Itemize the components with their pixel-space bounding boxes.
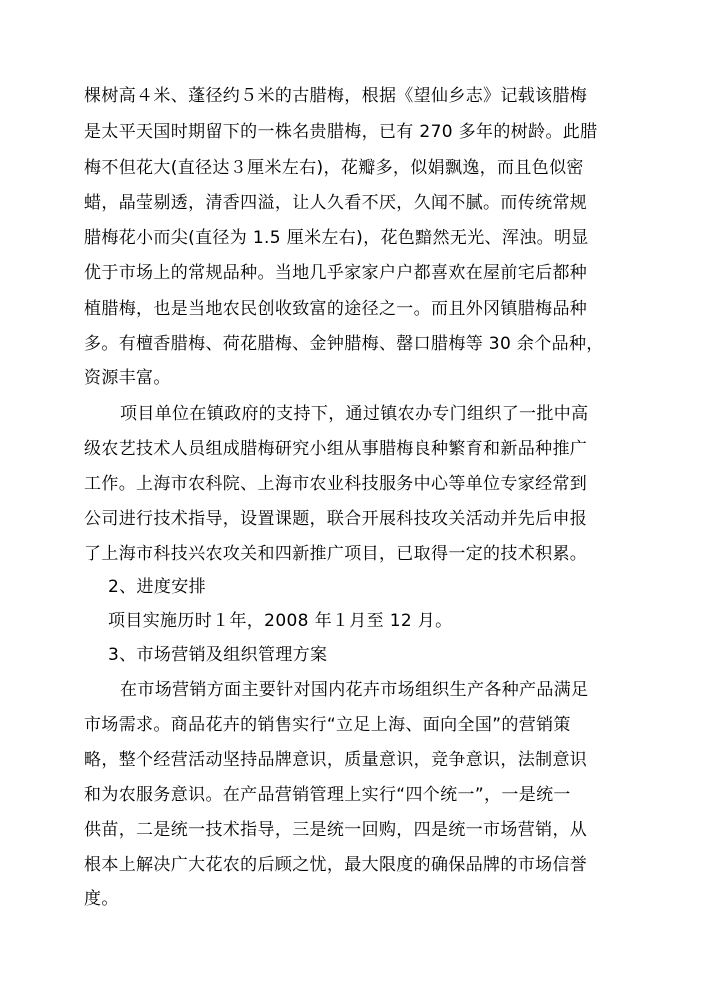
text-line: 级农艺技术人员组成腊梅研究小组从事腊梅良种繁育和新品种推广 — [84, 439, 588, 459]
text-line: 腊梅花小而尖(直径为 1.5 厘米左右)，花色黯然无光、浑浊。明显 — [84, 228, 589, 248]
text-line: 和为农服务意识。在产品营销管理上实行“四个统一”，一是统一 — [84, 785, 571, 805]
text-line: 市场需求。商品花卉的销售实行“立足上海、面向全国”的营销策 — [84, 715, 571, 735]
paragraph-first-line: 项目单位在镇政府的支持下，通过镇农办专门组织了一批中高 — [120, 404, 589, 424]
text-line: 供苗，二是统一技术指导，三是统一回购，四是统一市场营销，从 — [84, 820, 588, 840]
text-line: 梅不但花大(直径达３厘米左右)，花瓣多，似娟飘逸，而且色似密 — [84, 158, 584, 178]
text-line: 度。 — [84, 889, 119, 909]
text-line: 公司进行技术指导，设置课题，联合开展科技攻关活动并先后申报 — [84, 509, 588, 529]
text-line: 植腊梅，也是当地农民创收致富的途径之一。而且外冈镇腊梅品种 — [84, 299, 588, 319]
text-line: 优于市场上的常规品种。当地几乎家家户户都喜欢在屋前宅后都种 — [84, 263, 588, 283]
text-line: 蜡，晶莹剔透，清香四溢，让人久看不厌，久闻不腻。而传统常规 — [84, 193, 588, 213]
text-line: 了上海市科技兴农攻关和四新推广项目，已取得一定的技术积累。 — [84, 544, 588, 564]
text-line: 多。有檀香腊梅、荷花腊梅、金钟腊梅、罄口腊梅等 30 余个品种， — [84, 334, 604, 354]
section-heading: 2、进度安排 — [108, 577, 206, 597]
text-line: 棵树高４米、蓬径约５米的古腊梅，根据《望仙乡志》记载该腊梅 — [84, 86, 588, 106]
text-line: 是太平天国时期留下的一株名贵腊梅，已有 270 多年的树龄。此腊 — [84, 122, 598, 142]
section-heading: 3、市场营销及组织管理方案 — [108, 645, 328, 665]
text-line: 项目实施历时１年，2008 年１月至 12 月。 — [108, 611, 453, 631]
text-line: 略，整个经营活动坚持品牌意识，质量意识，竞争意识，法制意识 — [84, 750, 588, 770]
paragraph-first-line: 在市场营销方面主要针对国内花卉市场组织生产各种产品满足 — [120, 680, 589, 700]
text-line: 工作。上海市农科院、上海市农业科技服务中心等单位专家经常到 — [84, 474, 588, 494]
text-line: 资源丰富。 — [84, 368, 171, 388]
text-line: 根本上解决广大花农的后顾之忧，最大限度的确保品牌的市场信誉 — [84, 855, 588, 875]
